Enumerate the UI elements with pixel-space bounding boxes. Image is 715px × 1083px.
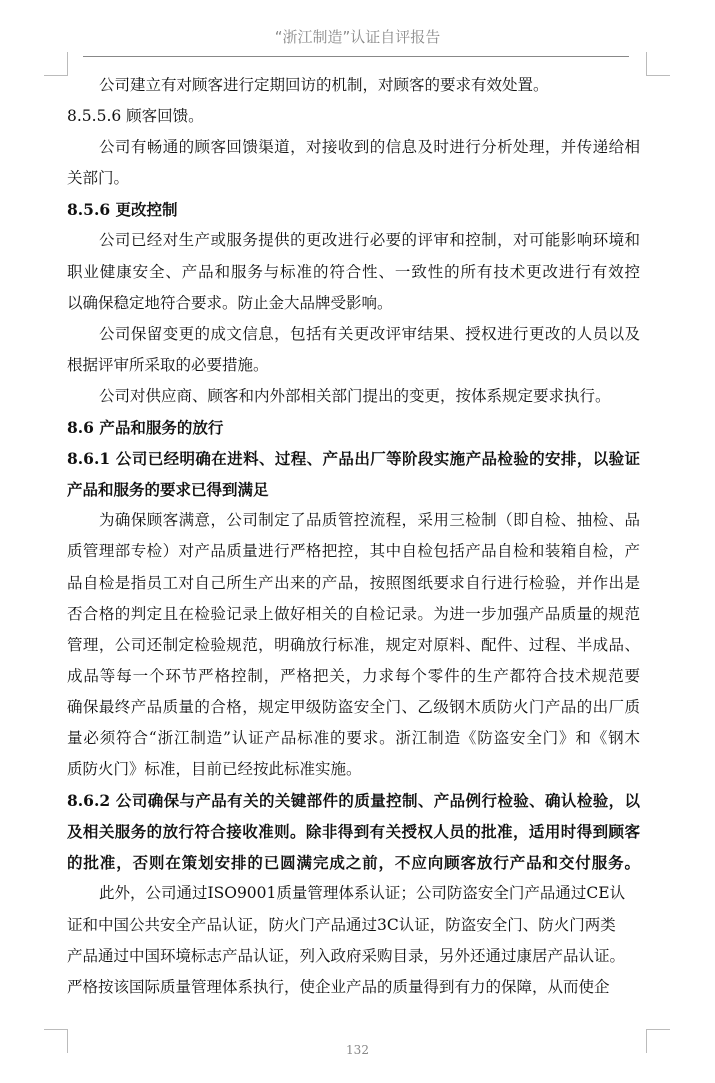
text-line: 公司对供应商、顾客和内外部相关部门提出的变更，按体系规定要求执行。 — [99, 386, 611, 405]
heading-line: 及相关服务的放行符合接收准则。除非得到有关授权人员的批准，适用时得到顾客 — [67, 822, 640, 842]
text-line: 确保最终产品质量的合格，规定甲级防盗安全门、乙级钢木质防火门产品的出厂质 — [67, 697, 640, 716]
crop-mark-top-right — [646, 52, 670, 76]
crop-mark-top-left — [44, 52, 68, 76]
header-rule — [83, 56, 629, 57]
heading-line: 8.6.1 公司已经明确在进料、过程、产品出厂等阶段实施产品检验的安排，以验证 — [67, 449, 640, 469]
text-line: 公司已经对生产或服务提供的更改进行必要的评审和控制，对可能影响环境和 — [99, 231, 640, 250]
text-line: 公司建立有对顾客进行定期回访的机制，对顾客的要求有效处置。 — [99, 76, 549, 94]
text-line: 品自检是指员工对自己所生产出来的产品，按照图纸要求自行进行检验，并作出是 — [67, 573, 640, 592]
text-line: 严格按该国际质量管理体系执行，使企业产品的质量得到有力的保障，从而使企 — [67, 977, 610, 996]
page-number: 132 — [346, 1043, 369, 1057]
text-line: 根据评审所采取的必要措施。 — [67, 355, 269, 374]
page-header-title: “浙江制造”认证自评报告 — [274, 28, 441, 46]
text-line: 质管理部专检）对产品质量进行严格把控，其中自检包括产品自检和装箱自检，产 — [67, 542, 640, 561]
heading-line: 8.5.6 更改控制 — [67, 200, 178, 220]
text-line: 以确保稳定地符合要求。防止金大品牌受影响。 — [67, 293, 393, 312]
text-line: 成品等每一个环节严格控制，严格把关，力求每个零件的生产都符合技术规范要 — [67, 666, 640, 685]
heading-line: 8.6.2 公司确保与产品有关的关键部件的质量控制、产品例行检验、确认检验，以 — [67, 791, 640, 811]
document-body — [67, 70, 640, 1003]
text-line: 8.5.5.6 顾客回馈。 — [67, 107, 204, 126]
text-line: 管理，公司还制定检验规范，明确放行标准，规定对原料、配件、过程、半成品、 — [67, 635, 640, 654]
text-line: 公司有畅通的顾客回馈渠道，对接收到的信息及时进行分析处理，并传递给相 — [99, 138, 640, 157]
text-line: 产品通过中国环境标志产品认证，列入政府采购目录，另外还通过康居产品认证。 — [67, 946, 626, 965]
text-line: 关部门。 — [67, 169, 130, 188]
text-line: 为确保顾客满意，公司制定了品质管控流程，采用三检制（即自检、抽检、品 — [99, 511, 640, 530]
text-line: 公司保留变更的成文信息，包括有关更改评审结果、授权进行更改的人员以及 — [99, 324, 640, 343]
text-line: 否合格的判定且在检验记录上做好相关的自检记录。为进一步加强产品质量的规范 — [67, 604, 640, 623]
heading-line: 的批准，否则在策划安排的已圆满完成之前，不应向顾客放行产品和交付服务。 — [67, 853, 640, 873]
text-line: 证和中国公共安全产品认证，防火门产品通过3C认证，防盗安全门、防火门两类 — [67, 915, 616, 934]
heading-line: 8.6 产品和服务的放行 — [67, 418, 224, 438]
heading-line: 产品和服务的要求已得到满足 — [67, 480, 269, 500]
text-line: 此外，公司通过ISO9001质量管理体系认证；公司防盗安全门产品通过CE认 — [99, 884, 626, 903]
text-line: 职业健康安全、产品和服务与标准的符合性、一致性的所有技术更改进行有效控 — [67, 262, 640, 281]
text-line: 质防火门》标准，目前已经按此标准实施。 — [67, 760, 362, 779]
text-line: 量必须符合“浙江制造”认证产品标准的要求。浙江制造《防盗安全门》和《钢木 — [67, 728, 640, 747]
